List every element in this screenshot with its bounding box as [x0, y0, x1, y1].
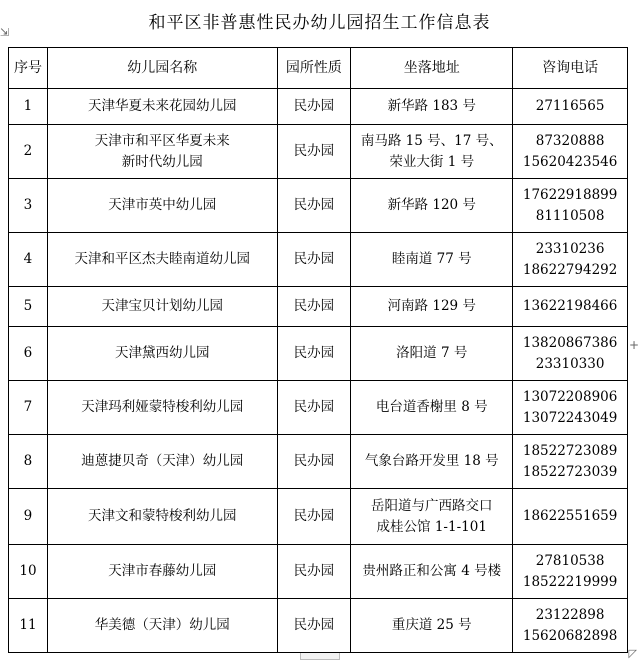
cell-phone-line: 15620682898	[522, 627, 618, 644]
table-row	[9, 179, 628, 233]
cell-type: 民办园	[277, 435, 351, 489]
cell-address	[351, 233, 513, 287]
cell-phone-line: 15620423546	[522, 153, 618, 170]
cell-address	[351, 125, 513, 179]
cell-address-line: 岳阳道与广西路交口	[370, 497, 493, 514]
cell-name-line: 天津市和平区华夏未来	[94, 132, 230, 149]
cell-address-line: 新华路 183 号	[387, 98, 476, 114]
cell-address	[351, 327, 513, 381]
cell-address	[351, 381, 513, 435]
table-row	[9, 125, 628, 179]
resize-handle-icon[interactable]: ◸	[628, 647, 637, 660]
cell-phone	[513, 125, 628, 179]
cell-phone-line: 23310236	[535, 240, 605, 257]
cell-address	[351, 545, 513, 599]
cell-name-line: 天津华夏未来花园幼儿园	[87, 98, 237, 114]
cell-phone-line: 17622918899	[522, 186, 618, 203]
cell-type: 民办园	[277, 327, 351, 381]
kindergarten-table	[8, 47, 628, 653]
cell-name-line: 天津市春藤幼儿园	[108, 563, 217, 579]
table-row	[9, 435, 628, 489]
cell-name	[47, 327, 277, 381]
cell-no: 5	[9, 287, 48, 327]
table-row	[9, 381, 628, 435]
cell-phone-line: 18522219999	[522, 573, 618, 590]
cell-address-line: 河南路 129 号	[387, 298, 476, 314]
cell-phone-line: 27810538	[535, 552, 605, 569]
cell-phone-line: 13622198466	[522, 298, 618, 314]
cell-no: 9	[9, 489, 48, 545]
cell-name	[47, 179, 277, 233]
cell-address-line: 电台道香榭里 8 号	[375, 399, 488, 415]
cell-phone-line: 23122898	[535, 606, 605, 623]
cell-phone-line: 27116565	[535, 98, 605, 114]
table-row	[9, 327, 628, 381]
cell-name-line: 华美德（天津）幼儿园	[94, 617, 230, 633]
cell-type: 民办园	[277, 599, 351, 653]
cell-no: 2	[9, 125, 48, 179]
cell-phone-line: 87320888	[535, 132, 605, 149]
header-type: 园所性质	[277, 48, 351, 89]
horizontal-scrollbar[interactable]	[300, 652, 340, 660]
move-handle-icon[interactable]: ⇲	[0, 26, 10, 39]
cell-no: 4	[9, 233, 48, 287]
table-row	[9, 489, 628, 545]
cell-phone-line: 81110508	[535, 207, 605, 224]
cell-phone-line: 18522723089	[522, 442, 618, 459]
cell-address-line: 南马路 15 号、17 号、	[360, 132, 503, 149]
cell-no: 7	[9, 381, 48, 435]
cell-phone	[513, 381, 628, 435]
cell-phone-line: 18622794292	[522, 261, 618, 278]
cell-type: 民办园	[277, 179, 351, 233]
cell-phone	[513, 179, 628, 233]
cell-type: 民办园	[277, 489, 351, 545]
table-row	[9, 89, 628, 125]
cell-phone-line: 23310330	[535, 355, 605, 372]
cell-phone	[513, 287, 628, 327]
cell-phone-line: 13072208906	[522, 388, 618, 405]
table-row	[9, 287, 628, 327]
cell-address-line: 成桂公馆 1-1-101	[376, 518, 487, 535]
cell-address	[351, 489, 513, 545]
cell-phone	[513, 327, 628, 381]
cell-name-line: 迪蒽捷贝奇（天津）幼儿园	[81, 453, 244, 469]
header-phone: 咨询电话	[513, 48, 628, 89]
cell-address-line: 荣业大街 1 号	[389, 153, 475, 170]
cell-name	[47, 435, 277, 489]
cell-address	[351, 599, 513, 653]
cell-name-line: 天津市英中幼儿园	[108, 197, 217, 213]
cell-name-line: 天津和平区杰夫睦南道幼儿园	[74, 251, 250, 267]
cell-type: 民办园	[277, 125, 351, 179]
cell-phone	[513, 435, 628, 489]
cell-address-line: 洛阳道 7 号	[396, 345, 468, 361]
header-name: 幼儿园名称	[47, 48, 277, 89]
cell-name	[47, 89, 277, 125]
cell-phone	[513, 233, 628, 287]
cell-phone	[513, 89, 628, 125]
cell-name	[47, 599, 277, 653]
cell-phone	[513, 489, 628, 545]
cell-phone-line: 18522723039	[522, 463, 618, 480]
cell-address	[351, 287, 513, 327]
cell-name-line: 天津文和蒙特梭利幼儿园	[87, 508, 237, 524]
cell-type: 民办园	[277, 381, 351, 435]
add-column-icon[interactable]: +	[628, 338, 639, 352]
cell-no: 8	[9, 435, 48, 489]
cell-name	[47, 233, 277, 287]
cell-type: 民办园	[277, 233, 351, 287]
cell-name	[47, 381, 277, 435]
table-row	[9, 233, 628, 287]
cell-no: 10	[9, 545, 48, 599]
cell-type: 民办园	[277, 545, 351, 599]
cell-no: 11	[9, 599, 48, 653]
cell-name-line: 天津宝贝计划幼儿园	[101, 298, 223, 314]
cell-name	[47, 545, 277, 599]
table-row	[9, 599, 628, 653]
cell-phone	[513, 599, 628, 653]
table-row	[9, 545, 628, 599]
cell-phone-line: 18622551659	[522, 508, 618, 524]
cell-name-line: 天津玛利娅蒙特梭利幼儿园	[81, 399, 244, 415]
cell-type: 民办园	[277, 287, 351, 327]
cell-address-line: 新华路 120 号	[387, 197, 476, 213]
cell-phone	[513, 545, 628, 599]
cell-name-line: 天津黛西幼儿园	[114, 345, 210, 361]
cell-address	[351, 435, 513, 489]
cell-address-line: 贵州路正和公寓 4 号楼	[362, 563, 502, 579]
cell-phone-line: 13820867386	[522, 334, 618, 351]
page-title: 和平区非普惠性民办幼儿园招生工作信息表	[148, 13, 491, 33]
cell-address	[351, 89, 513, 125]
cell-name-line: 新时代幼儿园	[121, 153, 203, 170]
cell-address-line: 气象台路开发里 18 号	[364, 453, 499, 469]
table-header-row	[9, 48, 628, 89]
cell-no: 6	[9, 327, 48, 381]
cell-no: 1	[9, 89, 48, 125]
cell-name	[47, 125, 277, 179]
cell-address-line: 睦南道 77 号	[391, 251, 472, 267]
cell-address	[351, 179, 513, 233]
cell-type: 民办园	[277, 89, 351, 125]
cell-phone-line: 13072243049	[522, 409, 618, 426]
cell-name	[47, 287, 277, 327]
cell-address-line: 重庆道 25 号	[391, 617, 472, 633]
header-no: 序号	[9, 48, 48, 89]
header-address: 坐落地址	[351, 48, 513, 89]
cell-name	[47, 489, 277, 545]
cell-no: 3	[9, 179, 48, 233]
